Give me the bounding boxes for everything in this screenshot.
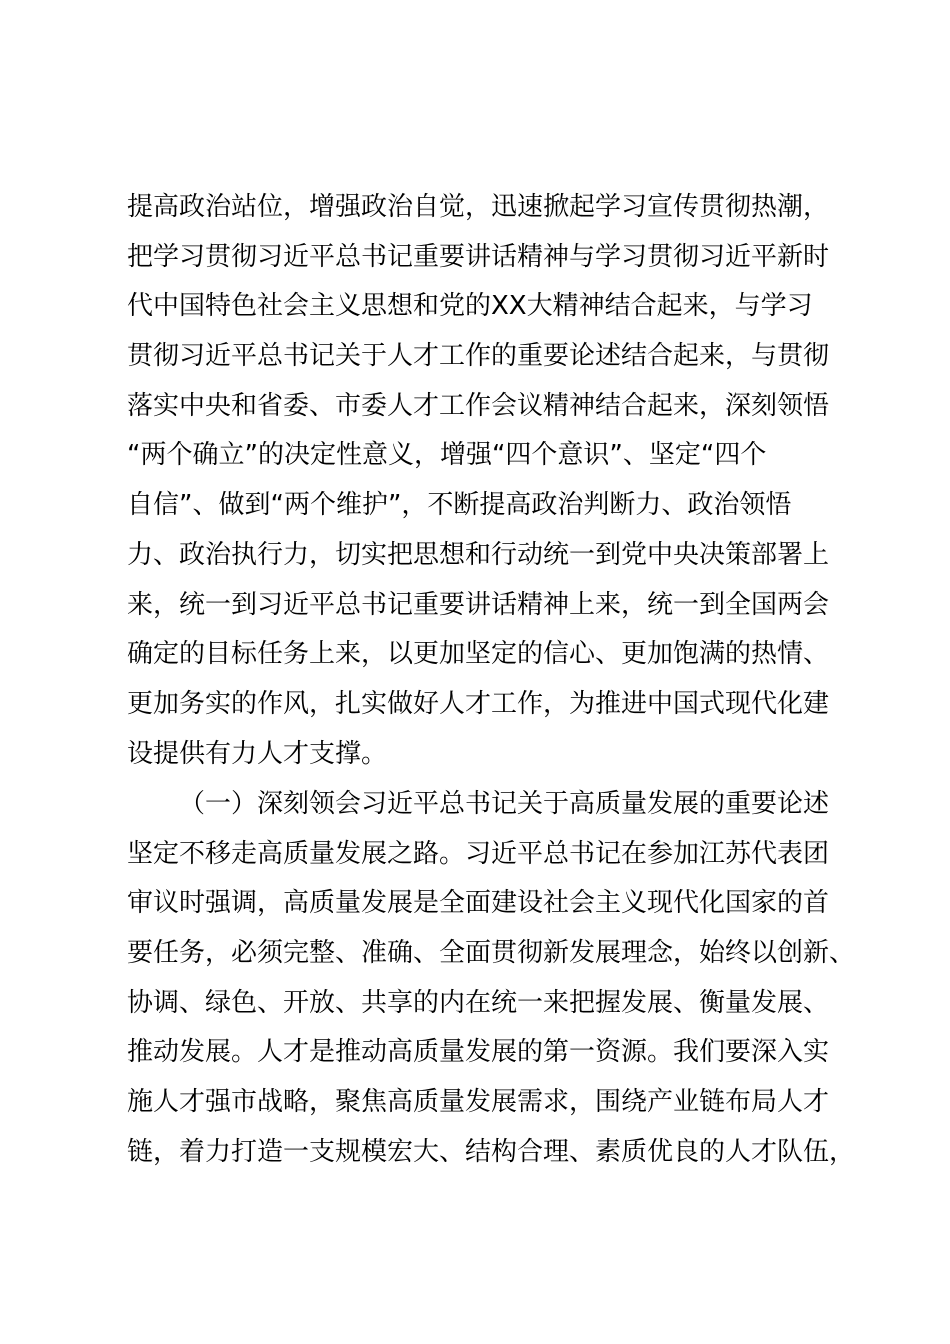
- paragraph-1-line: 来，统一到习近平总书记重要讲话精神上来，统一到全国两会: [127, 589, 830, 620]
- paragraph-2-line-start: 习近平总书记在参加江苏代表团: [465, 838, 830, 869]
- paragraph-1-line: 代中国特色社会主义思想和党的XX大精神结合起来，与学习: [127, 291, 813, 322]
- paragraph-1-line: 贯彻习近平总书记关于人才工作的重要论述结合起来，与贯彻: [127, 341, 830, 372]
- paragraph-2-line: 要任务，必须完整、准确、全面贯彻新发展理念，始终以创新、: [127, 938, 856, 969]
- section-heading-tail: 坚定不移走高质量发展之路。: [127, 838, 466, 869]
- paragraph-2-line: 链，着力打造一支规模宏大、结构合理、素质优良的人才队伍，: [127, 1136, 856, 1167]
- paragraph-1-line: 把学习贯彻习近平总书记重要讲话精神与学习贯彻习近平新时: [127, 241, 830, 272]
- paragraph-1-line: 设提供有力人才支撑。: [127, 738, 388, 769]
- section-heading-line: [127, 780, 837, 830]
- paragraph-1-line: “两个确立”的决定性意义，增强“四个意识”、坚定“四个: [127, 440, 767, 471]
- paragraph-2: [127, 780, 856, 1178]
- section-heading-continuation: [127, 830, 837, 880]
- paragraph-1-line: 确定的目标任务上来，以更加坚定的信心、更加饱满的热情、: [127, 639, 830, 670]
- paragraph-1-line: 自信”、做到“两个维护”，不断提高政治判断力、政治领悟: [127, 490, 792, 521]
- paragraph-2-line: 审议时强调，高质量发展是全面建设社会主义现代化国家的首: [127, 888, 830, 919]
- paragraph-1-line: 力、政治执行力，切实把思想和行动统一到党中央决策部署上: [127, 539, 830, 570]
- paragraph-2-line: 施人才强市战略，聚焦高质量发展需求，围绕产业链布局人才: [127, 1087, 830, 1118]
- paragraph-1-line: 更加务实的作风，扎实做好人才工作，为推进中国式现代化建: [127, 688, 830, 719]
- paragraph-1-line: 落实中央和省委、市委人才工作会议精神结合起来，深刻领悟: [127, 390, 830, 421]
- paragraph-2-line: 协调、绿色、开放、共享的内在统一来把握发展、衡量发展、: [127, 987, 830, 1018]
- paragraph-2-line: 推动发展。人才是推动高质量发展的第一资源。我们要深入实: [127, 1037, 830, 1068]
- section-heading-text: （一）深刻领会习近平总书记关于高质量发展的重要论述: [179, 789, 830, 819]
- paragraph-1-line: 提高政治站位，增强政治自觉，迅速掀起学习宣传贯彻热潮，: [127, 192, 830, 222]
- paragraph-1: [127, 183, 837, 779]
